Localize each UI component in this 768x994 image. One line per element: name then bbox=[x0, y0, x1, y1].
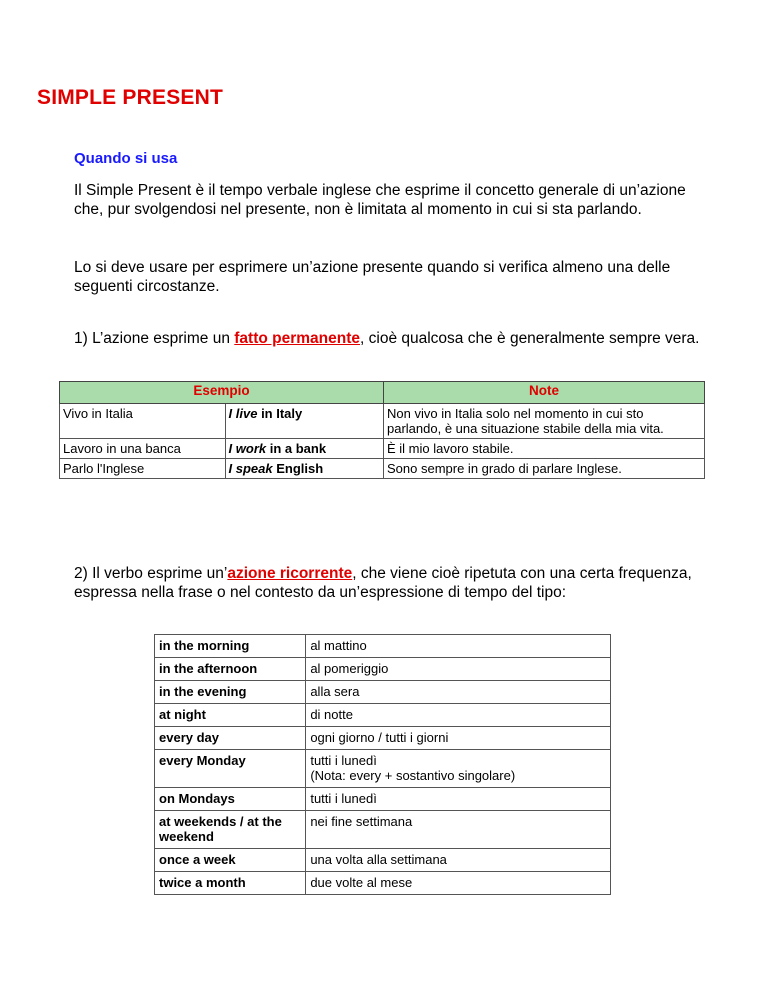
time-expression: at weekends / at the weekend bbox=[155, 811, 306, 849]
translation-cell bbox=[306, 872, 611, 895]
header-example: Esempio bbox=[60, 382, 384, 404]
time-expression: in the morning bbox=[155, 635, 306, 658]
point-2-prefix: 2) Il verbo esprime un’ bbox=[74, 565, 228, 582]
english-example bbox=[225, 404, 383, 439]
english-verb: speak bbox=[235, 461, 273, 476]
english-example bbox=[225, 439, 383, 459]
point-1-suffix: , cioè qualcosa che è generalmente sempre vera. bbox=[360, 330, 700, 347]
english-rest: in a bank bbox=[266, 441, 327, 456]
point-1-highlight: fatto permanente bbox=[234, 330, 361, 347]
table-row bbox=[60, 459, 705, 479]
english-subject: I bbox=[228, 406, 236, 421]
examples-table-header-row bbox=[60, 382, 705, 404]
translation-cell bbox=[306, 811, 611, 849]
italian-translation: tutti i lunedì bbox=[310, 753, 377, 768]
time-expression: every Monday bbox=[155, 750, 306, 788]
table-row bbox=[155, 750, 611, 788]
time-expressions-table bbox=[154, 634, 611, 895]
point-2-paragraph bbox=[74, 564, 714, 602]
table-row bbox=[155, 788, 611, 811]
italian-example: Lavoro in una banca bbox=[60, 439, 226, 459]
point-1-prefix: 1) L’azione esprime un bbox=[74, 330, 235, 347]
translation-cell bbox=[306, 635, 611, 658]
example-note: Non vivo in Italia solo nel momento in cui sto parlando, è una situazione stabile della mia vita. bbox=[384, 404, 705, 439]
time-expression: twice a month bbox=[155, 872, 306, 895]
example-note: Sono sempre in grado di parlare Inglese. bbox=[384, 459, 705, 479]
table-row bbox=[60, 404, 705, 439]
page-title: SIMPLE PRESENT bbox=[37, 86, 223, 109]
examples-table bbox=[59, 381, 705, 479]
time-expression: on Mondays bbox=[155, 788, 306, 811]
italian-translation: tutti i lunedì bbox=[310, 791, 377, 806]
translation-cell bbox=[306, 788, 611, 811]
usage-paragraph: Lo si deve usare per esprimere un’azione presente quando si verifica almeno una delle seguenti circostanze. bbox=[74, 259, 671, 295]
italian-translation: di notte bbox=[310, 707, 353, 722]
english-example bbox=[225, 459, 383, 479]
english-subject: I bbox=[228, 461, 236, 476]
table-row bbox=[155, 681, 611, 704]
translation-cell bbox=[306, 727, 611, 750]
point-2-highlight: azione ricorrente bbox=[227, 565, 353, 582]
translation-cell bbox=[306, 704, 611, 727]
example-note: È il mio lavoro stabile. bbox=[384, 439, 705, 459]
table-row bbox=[155, 658, 611, 681]
table-row bbox=[155, 635, 611, 658]
translation-cell bbox=[306, 750, 611, 788]
table-row bbox=[155, 872, 611, 895]
english-verb: work bbox=[235, 441, 267, 456]
translation-note: (Nota: every + sostantivo singolare) bbox=[310, 768, 516, 783]
table-row bbox=[155, 811, 611, 849]
table-row bbox=[155, 704, 611, 727]
italian-translation: nei fine settimana bbox=[310, 814, 413, 829]
english-rest: English bbox=[272, 461, 324, 476]
point-1-paragraph bbox=[74, 329, 714, 348]
italian-translation: una volta alla settimana bbox=[310, 852, 447, 867]
time-expression: in the evening bbox=[155, 681, 306, 704]
italian-translation: ogni giorno / tutti i giorni bbox=[310, 730, 449, 745]
time-expression: once a week bbox=[155, 849, 306, 872]
italian-example: Parlo l'Inglese bbox=[60, 459, 226, 479]
point-2-suffix: , che viene cioè ripetuta con una certa frequenza, espressa nella frase o nel contesto da un’espressione di tempo del tipo: bbox=[74, 565, 692, 601]
italian-translation: alla sera bbox=[310, 684, 360, 699]
time-expression: every day bbox=[155, 727, 306, 750]
table-row bbox=[60, 439, 705, 459]
english-verb: live bbox=[235, 406, 258, 421]
translation-cell bbox=[306, 658, 611, 681]
header-note: Note bbox=[384, 382, 705, 404]
italian-translation: al mattino bbox=[310, 638, 367, 653]
table-row bbox=[155, 849, 611, 872]
intro-paragraph: Il Simple Present è il tempo verbale inglese che esprime il concetto generale di un’azione che, pur svolgendosi nel presente, non è limitata al momento in cui si sta parlando. bbox=[74, 182, 686, 218]
italian-translation: al pomeriggio bbox=[310, 661, 389, 676]
translation-cell bbox=[306, 849, 611, 872]
italian-translation: due volte al mese bbox=[310, 875, 413, 890]
table-row bbox=[155, 727, 611, 750]
translation-cell bbox=[306, 681, 611, 704]
time-expression: at night bbox=[155, 704, 306, 727]
english-rest: in Italy bbox=[257, 406, 303, 421]
italian-example: Vivo in Italia bbox=[60, 404, 226, 439]
section-subtitle: Quando si usa bbox=[74, 150, 178, 167]
time-expression: in the afternoon bbox=[155, 658, 306, 681]
english-subject: I bbox=[228, 441, 236, 456]
